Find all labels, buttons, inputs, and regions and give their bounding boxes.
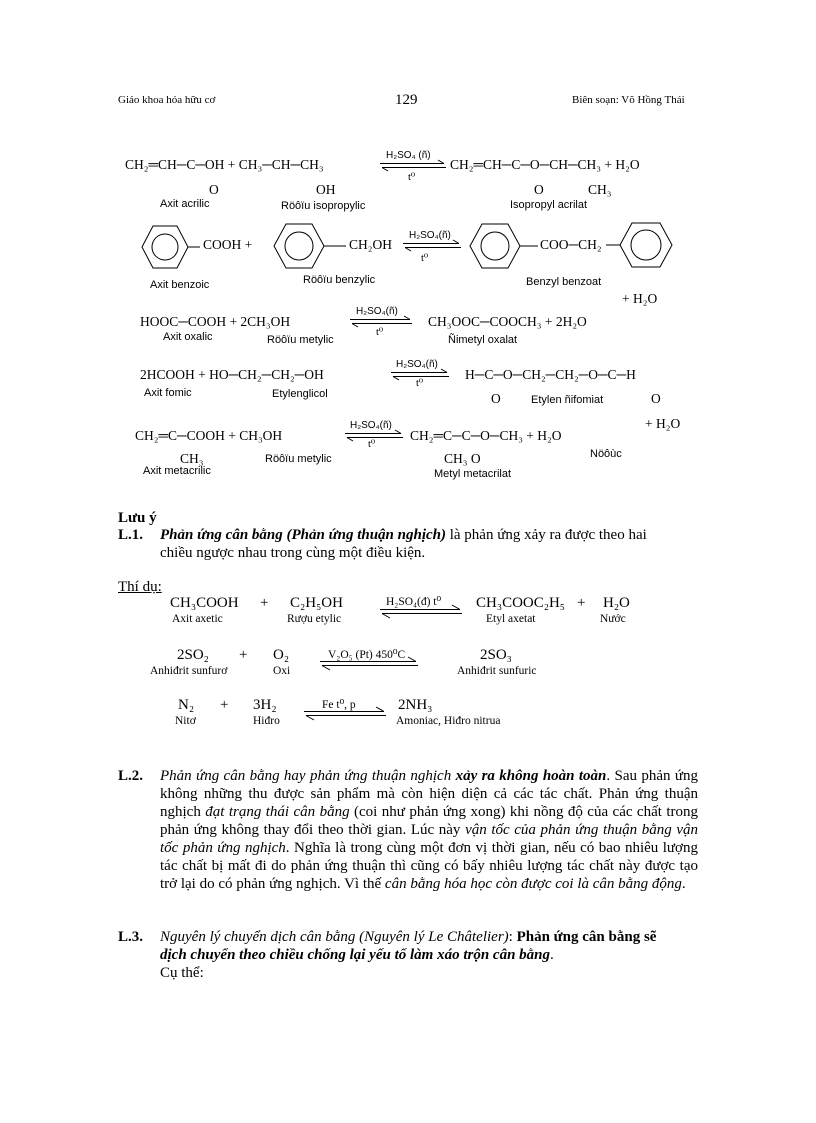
r5-label-d: Nöôùc: [590, 448, 622, 460]
benzene-ring-icon: [264, 220, 348, 272]
l1-title: Phản ứng cân bằng (Phản ứng thuận nghịch): [160, 527, 446, 543]
r4-label-b: Etylenglicol: [272, 388, 328, 400]
e3-plus1: +: [220, 697, 229, 713]
r2-cooh: COOH +: [203, 237, 253, 252]
l3-bold-line2: dịch chuyển theo chiều chống lại yếu tố làm xáo trộn cân bằng: [160, 947, 551, 963]
e3-c: 2NH₃: [398, 697, 433, 713]
r2-label-a: Axit benzoic: [150, 279, 210, 291]
r5-condition: H₂SO₄(ñ): [350, 420, 392, 431]
l2-text: Phản ứng cân bằng hay phản ứng thuận nghịch xảy ra không hoàn toàn. Sau phản ứng không những thu được sản phẩm mà còn hiện diện cả các tác chất. Phản ứng thuận nghịch đạt trạng thái cân bằng (coi như phản ứng xong) khi nồng độ của các chất trong phản ứng không thay đổi theo thời gian. Lúc này vận tốc của phản ứng thuận bằng vận tốc phản ứng nghịch. Nghĩa là trong cùng một đơn vị thời gian, nếu có bao nhiêu lượng tác chất bị mất đi do phản ứng thuận thì cũng có bấy nhiêu lượng tác chất này được tạo trở lại do có phản ứng nghịch. Vì thế cân bằng hóa học còn được coi là cân bằng động.: [160, 768, 698, 892]
r1-equilibrium-arrow: [380, 162, 446, 170]
r2-water: + H₂O: [622, 291, 658, 306]
e3-a: N₂: [178, 697, 195, 713]
r2-condition: H₂SO₄(ñ): [409, 230, 451, 241]
e2-label-c: Anhiđrit sunfuric: [457, 665, 537, 677]
r3-left: HOOC─COOH + 2CH₃OH: [140, 314, 291, 329]
e2-b: O₂: [273, 647, 290, 663]
l3-title: Nguyên lý chuyển dịch cân bằng (Nguyên lý Le Châtelier): [160, 929, 509, 945]
r4-sub-o1: O: [491, 391, 501, 406]
r3-condition: H₂SO₄(ñ): [356, 306, 398, 317]
e1-plus2: +: [577, 595, 586, 611]
l3-colon: :: [508, 929, 513, 945]
l1-line2: chiều ngược nhau trong cùng một điều kiện.: [160, 545, 426, 561]
l2-number: L.2.: [118, 768, 144, 784]
e1-d: H₂O: [603, 595, 630, 611]
e2-equilibrium-arrow: [320, 660, 418, 668]
r2-coo: COO─CH₂: [540, 237, 602, 252]
r1-sub-right-ch3: CH₃: [588, 182, 612, 197]
l2-paragraph: [160, 767, 698, 893]
e1-label-c: Etyl axetat: [486, 613, 536, 625]
l1-rest: là phản ứng xảy ra được theo hai: [445, 527, 647, 543]
r1-label-c: Isopropyl acrilat: [510, 199, 588, 211]
r4-condition: H₂SO₄(ñ): [396, 359, 438, 370]
r4-left: 2HCOOH + HO─CH₂─CH₂─OH: [140, 367, 324, 382]
r5-label-b: Röôïu metylic: [265, 453, 332, 465]
e3-b: 3H₂: [253, 697, 277, 713]
e1-equilibrium-arrow: [380, 608, 462, 616]
e2-condition: V₂O₅ (Pt) 450⁰C: [328, 649, 406, 661]
l3-line3: Cụ thể:: [160, 965, 204, 981]
r5-sub-right: CH₃ O: [444, 451, 481, 466]
e2-label-b: Oxi: [273, 665, 291, 677]
r5-left: CH₂═C─COOH + CH₃OH: [135, 428, 283, 443]
r4-right: H─C─O─CH₂─CH₂─O─C─H: [465, 367, 636, 382]
r1-label-a: Axit acrilic: [160, 198, 210, 210]
r1-right: CH₂═CH─C─O─CH─CH₃ + H₂O: [450, 157, 640, 172]
header-right: Biên soạn: Võ Hồng Thái: [572, 94, 685, 106]
r3-temp: t⁰: [376, 327, 384, 338]
r5-label-c: Metyl metacrilat: [434, 468, 512, 480]
r2-temp: t⁰: [421, 253, 429, 264]
r1-condition: H₂SO₄ (ñ): [386, 150, 431, 161]
e2-label-a: Anhiđrit sunfurơ: [150, 665, 228, 677]
e2-c: 2SO₃: [480, 647, 512, 663]
r3-equilibrium-arrow: [350, 318, 412, 326]
r1-temp: t⁰: [408, 172, 416, 183]
benzene-ring-icon: [606, 218, 688, 272]
e3-label-b: Hiđro: [253, 715, 280, 727]
r3-right: CH₃OOC─COOCH₃ + 2H₂O: [428, 314, 587, 329]
benzene-ring-icon: [128, 222, 200, 272]
e3-equilibrium-arrow: [304, 710, 386, 718]
r5-right: CH₂═C─C─O─CH₃ + H₂O: [410, 428, 562, 443]
r1-sub-right-o: O: [534, 182, 544, 197]
e1-condition: H₂SO₄(đ) t⁰: [386, 596, 442, 608]
r4-label-a: Axit fomic: [144, 387, 192, 399]
l3-line2: [160, 946, 554, 964]
r5-temp: t⁰: [368, 439, 376, 450]
r4-temp: t⁰: [416, 378, 424, 389]
r1-sub-left-oh: OH: [316, 182, 336, 197]
r2-label-c: Benzyl benzoat: [526, 276, 602, 288]
l3-line1: [160, 928, 656, 946]
l3-bold-line1: Phản ứng cân bằng sẽ: [512, 929, 657, 945]
note-heading: Lưu ý: [118, 510, 157, 526]
e1-plus1: +: [260, 595, 269, 611]
benzene-ring-icon: [462, 220, 538, 272]
e1-c: CH₃COOC₂H₅: [476, 595, 566, 611]
r2-label-b: Röôïu benzylic: [303, 274, 376, 286]
e1-label-d: Nước: [600, 613, 626, 625]
r5-label-a: Axit metacrilic: [143, 465, 211, 477]
example-heading: Thí dụ:: [118, 579, 162, 595]
l3-period: .: [550, 947, 554, 963]
r4-sub-o2: O: [651, 391, 661, 406]
l1-text: [160, 526, 647, 544]
e2-plus1: +: [239, 647, 248, 663]
l1-number: L.1.: [118, 527, 144, 543]
page-number: 129: [395, 92, 418, 108]
e2-a: 2SO₂: [177, 647, 209, 663]
r1-sub-left-o: O: [209, 182, 219, 197]
r5-sub-left: CH₃: [180, 451, 204, 466]
e1-label-a: Axit axetic: [172, 613, 223, 625]
r3-label-b: Röôïu metylic: [267, 334, 334, 346]
r4-label-c: Etylen ñifomiat: [531, 394, 604, 406]
e1-a: CH₃COOH: [170, 595, 239, 611]
l3-number: L.3.: [118, 929, 144, 945]
r3-label-c: Ñimetyl oxalat: [448, 334, 518, 346]
r3-label-a: Axit oxalic: [163, 331, 213, 343]
r5-water-top: + H₂O: [645, 416, 681, 431]
r1-label-b: Röôïu isopropylic: [281, 200, 366, 212]
e1-b: C₂H₅OH: [290, 595, 343, 611]
e3-label-c: Amoniac, Hiđro nitrua: [396, 715, 501, 727]
r1-left: CH₂═CH─C─OH + CH₃─CH─CH₃: [125, 157, 324, 172]
e1-label-b: Rượu etylic: [287, 613, 342, 625]
e3-condition: Fe t⁰, p: [322, 699, 356, 711]
r2-ch2oh: CH₂OH: [349, 237, 392, 252]
e3-label-a: Nitơ: [175, 715, 196, 727]
header-left: Giáo khoa hóa hữu cơ: [118, 94, 216, 106]
r2-equilibrium-arrow: [403, 242, 461, 250]
